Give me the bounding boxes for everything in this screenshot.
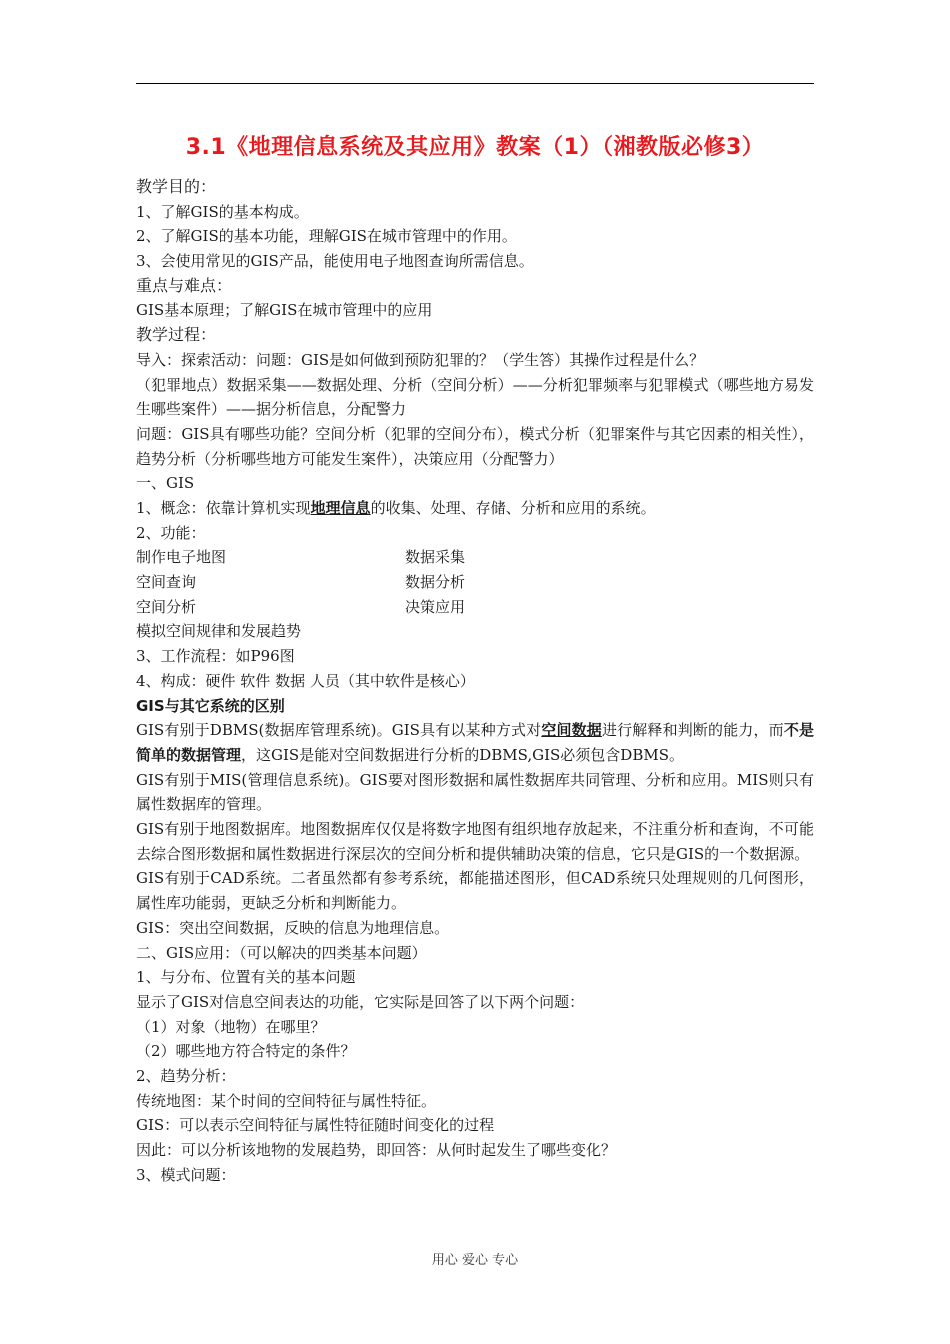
function-row: [136, 595, 814, 620]
workflow-line: 3、工作流程：如P96图: [136, 647, 295, 666]
diff-mapdb-paragraph: GIS有别于地图数据库。地图数据库仅仅是将数字地图有组织地存放起来，不注重分析和查询，不可能去综合图形数据和属性数据进行深层次的空间分析和提供辅助决策的信息，它只是GIS的一个数据源。: [136, 820, 814, 863]
function-item: 空间查询: [136, 573, 197, 592]
diff-dbms-text: GIS有别于DBMS(数据库管理系统)。GIS具有以某种方式对: [136, 721, 542, 740]
document-body: [136, 175, 814, 1187]
intro-text: 导入：探索活动：问题：GIS是如何做到预防犯罪的？（学生答）其操作过程是什么？: [136, 350, 705, 369]
function-item: 数据分析: [405, 573, 466, 592]
app-three-heading: 3、模式问题：: [136, 1165, 236, 1184]
not-simple-keyword: 不是简单的数据管理: [136, 721, 814, 764]
app-two-gis: GIS：可以表示空间特征与属性特征随时间变化的过程: [136, 1116, 495, 1135]
app-two-heading: 2、趋势分析：: [136, 1066, 236, 1085]
app-one-question: （1）对象（地物）在哪里？: [136, 1017, 326, 1036]
flow-paragraph: （犯罪地点）数据采集——数据处理、分析（空间分析）——分析犯罪频率与犯罪模式（哪些地方易发生哪些案件）——据分析信息，分配警力: [136, 375, 814, 419]
app-one-desc: 显示了GIS对信息空间表达的功能，它实际是回答了以下两个问题：: [136, 992, 585, 1011]
diff-dbms-text: ，这GIS是能对空间数据进行分析的DBMS,GIS必须包含DBMS。: [241, 745, 684, 764]
process-heading: 教学过程：: [136, 325, 217, 345]
gis-summary: GIS：突出空间数据，反映的信息为地理信息。: [136, 918, 450, 937]
composition-line: 4、构成：硬件 软件 数据 人员（其中软件是核心）: [136, 671, 475, 690]
header-rule: [136, 83, 814, 84]
function-item: 数据采集: [405, 548, 466, 567]
diff-dbms-paragraph: [136, 718, 814, 767]
keypoints-heading: 重点与难点：: [136, 275, 233, 295]
spatial-data-keyword: 空间数据: [541, 721, 602, 740]
concept-suffix: 的收集、处理、存储、分析和应用的系统。: [370, 499, 656, 517]
question-paragraph: 问题：GIS具有哪些功能？空间分析（犯罪的空间分布），模式分析（犯罪案件与其它因素的相关性），趋势分析（分析哪些地方可能发生案件），决策应用（分配警力）: [136, 424, 814, 468]
diff-mis-paragraph: GIS有别于MIS(管理信息系统)。GIS要对图形数据和属性数据库共同管理、分析和应用。MIS则只有属性数据库的管理。: [136, 770, 814, 814]
function-item: 制作电子地图: [136, 548, 227, 567]
difference-heading: GIS与其它系统的区别: [136, 696, 285, 715]
diff-cad-paragraph: GIS有别于CAD系统。二者虽然都有参考系统，都能描述图形，但CAD系统只处理规则的几何图形，属性库功能弱，更缺乏分析和判断能力。: [136, 869, 814, 913]
part-two-heading: 二、GIS应用：（可以解决的四类基本问题）: [136, 943, 427, 962]
concept-keyword: 地理信息: [310, 499, 371, 517]
function-row: [136, 545, 814, 570]
app-two-traditional: 传统地图：某个时间的空间特征与属性特征。: [136, 1091, 437, 1110]
concept-line: [136, 496, 814, 521]
app-one-heading: 1、与分布、位置有关的基本问题: [136, 968, 356, 987]
page-footer: 用心 爱心 专心: [431, 1253, 519, 1268]
goal-item: 3、会使用常见的GIS产品，能使用电子地图查询所需信息。: [136, 252, 534, 271]
function-item: 空间分析: [136, 597, 197, 616]
concept-prefix: 1、概念：依靠计算机实现: [136, 499, 311, 517]
function-item: 决策应用: [405, 597, 466, 616]
goals-heading: 教学目的：: [136, 177, 217, 196]
diff-dbms-text: 进行解释和判断的能力，而: [601, 721, 784, 740]
function-extra: 模拟空间规律和发展趋势: [136, 622, 302, 641]
functions-heading: 2、功能：: [136, 523, 206, 542]
app-one-question: （2）哪些地方符合特定的条件？: [136, 1042, 356, 1061]
function-row: [136, 570, 814, 595]
goal-item: 2、了解GIS的基本功能，理解GIS在城市管理中的作用。: [136, 227, 517, 246]
document-title: 3.1《地理信息系统及其应用》教案（1）（湘教版必修3）: [185, 135, 765, 160]
goal-item: 1、了解GIS的基本构成。: [136, 202, 309, 221]
part-one-heading: 一、GIS: [136, 474, 195, 493]
app-two-conclusion: 因此：可以分析该地物的发展趋势，即回答：从何时起发生了哪些变化？: [136, 1141, 617, 1159]
keypoints-text: GIS基本原理；了解GIS在城市管理中的应用: [136, 301, 433, 320]
